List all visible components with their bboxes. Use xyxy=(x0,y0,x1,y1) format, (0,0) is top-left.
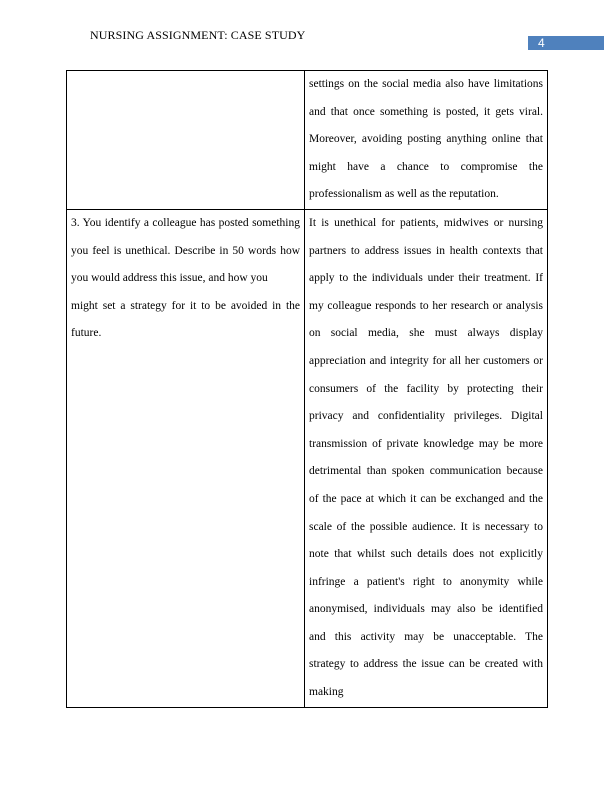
running-header-title: NURSING ASSIGNMENT: CASE STUDY xyxy=(90,28,306,42)
table-cell-question xyxy=(67,71,305,210)
table-row xyxy=(67,71,548,210)
case-study-table xyxy=(66,70,548,708)
table-cell-answer: settings on the social media also have limitations and that once something is posted, it gets viral. Moreover, avoiding posting anything online that might have a chance to compromise the professionalism as well as the reputation. xyxy=(305,71,548,210)
page-number-badge: 4 xyxy=(528,36,604,50)
table-cell-question xyxy=(67,209,305,707)
question-text-part2: might set a strategy for it to be avoided in the future. xyxy=(71,299,300,340)
question-text-part1: 3. You identify a colleague has posted something you feel is unethical. Describe in 50 words how you would address this issue, and how you xyxy=(71,216,300,285)
table-row xyxy=(67,209,548,707)
table-cell-answer: It is unethical for patients, midwives or nursing partners to address issues in health contexts that apply to the individuals under their treatment. If my colleague responds to her research or analysis on social media, she must always display appreciation and integrity for all her customers or consumers of the facility by protecting their privacy and confidentiality privileges. Digital transmission of private knowledge may be more detrimental than spoken communication because of the pace at which it can be exchanged and the scale of the possible audience. It is necessary to note that whilst such details does not explicitly infringe a patient's right to anonymity while anonymised, individuals may also be identified and this activity may be unacceptable. The strategy to address the issue can be created with making xyxy=(305,209,548,707)
